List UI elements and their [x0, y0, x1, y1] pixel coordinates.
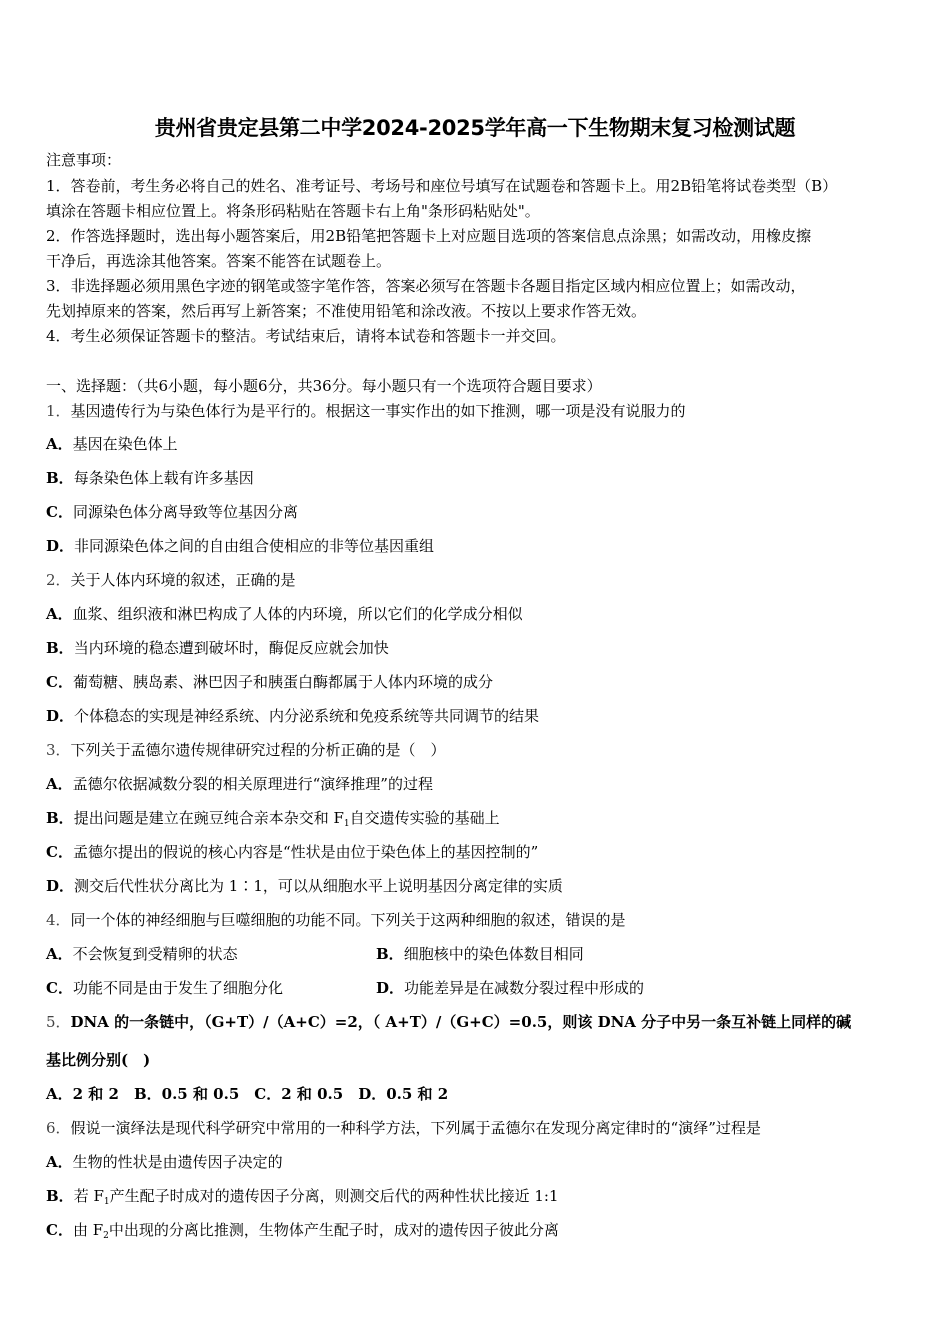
option-c — [46, 672, 493, 692]
option-text: 孟德尔依据减数分裂的相关原理进行“演绎推理”的过程 — [72, 775, 433, 793]
question-6-stem — [46, 1118, 761, 1138]
notice-line: 先划掉原来的答案，然后再写上新答案；不准使用铅笔和涂改液。不按以上要求作答无效。 — [46, 302, 647, 320]
option-text: 基因在染色体上 — [72, 435, 178, 453]
question-text: DNA 的一条链中，（G+T）/（A+C）=2，（ A+T）/（G+C）=0.5，则该 DNA 分子中另一条互补链上同样的碱 — [70, 1013, 852, 1031]
option-label: D． — [46, 877, 75, 895]
option-label: C． — [46, 979, 73, 997]
question-5-stem-cont: 基比例分别( ) — [46, 1051, 151, 1069]
question-2-stem — [46, 570, 296, 590]
option-text: 当内环境的稳态遭到破坏时，酶促反应就会加快 — [73, 639, 389, 657]
question-number: 4． — [46, 911, 71, 929]
option-a — [46, 944, 238, 964]
option-label: C． — [46, 503, 73, 521]
option-text: 细胞核中的染色体数目相同 — [403, 945, 584, 963]
option-a — [46, 604, 523, 624]
option-label: C． — [46, 673, 73, 691]
option-text: 自交遗传实验的基础上 — [349, 809, 500, 827]
option-text: 提出问题是建立在豌豆纯合亲本杂交和 F — [73, 809, 344, 827]
option-label: B． — [46, 469, 74, 487]
option-text: 葡萄糖、胰岛素、淋巴因子和胰蛋白酶都属于人体内环境的成分 — [72, 673, 493, 691]
option-d — [46, 536, 434, 556]
option-text: 不会恢复到受精卵的状态 — [72, 945, 238, 963]
option-a — [46, 1152, 283, 1172]
subscript: 2 — [103, 1231, 109, 1241]
option-label: C． — [46, 843, 73, 861]
question-3-stem — [46, 740, 446, 760]
option-text: 同源染色体分离导致等位基因分离 — [72, 503, 298, 521]
option-b — [46, 638, 389, 658]
question-text: 假说一演绎法是现代科学研究中常用的一种科学方法，下列属于孟德尔在发现分离定律时的“演绎”过程是 — [70, 1119, 761, 1137]
option-text: 非同源染色体之间的自由组合使相应的非等位基因重组 — [74, 537, 435, 555]
option-label: C． — [46, 1221, 73, 1239]
option-text: 由 F — [72, 1221, 104, 1239]
option-d — [46, 876, 563, 896]
option-b — [46, 468, 254, 488]
notice-line: 干净后，再选涂其他答案。答案不能答在试题卷上。 — [46, 252, 392, 270]
option-d — [46, 706, 539, 726]
option-text: 孟德尔提出的假说的核心内容是“性状是由位于染色体上的基因控制的” — [72, 843, 539, 861]
notice-line: 填涂在答题卡相应位置上。将条形码粘贴在答题卡右上角"条形码粘贴处"。 — [46, 202, 540, 220]
option-label: D． — [376, 979, 405, 997]
question-number: 1． — [46, 402, 71, 420]
option-label: B． — [376, 945, 404, 963]
section-heading: 一、选择题：（共6小题，每小题6分，共36分。每小题只有一个选项符合题目要求） — [46, 377, 602, 395]
option-d — [376, 978, 644, 998]
option-label: A． — [46, 945, 73, 963]
question-5-stem — [46, 1012, 851, 1032]
question-text: 下列关于孟德尔遗传规律研究过程的分析正确的是（ ） — [70, 741, 446, 759]
option-label: A． — [46, 605, 73, 623]
question-number: 5． — [46, 1013, 71, 1031]
notice-heading: 注意事项： — [46, 151, 122, 169]
option-b — [376, 944, 584, 964]
notice-line: 2．作答选择题时，选出每小题答案后，用2B铅笔把答题卡上对应题目选项的答案信息点涂黑；如需改动，用橡皮擦 — [46, 227, 812, 245]
question-number: 3． — [46, 741, 71, 759]
notice-line: 4．考生必须保证答题卡的整洁。考试结束后，请将本试卷和答题卡一并交回。 — [46, 327, 566, 345]
option-a — [46, 774, 433, 794]
option-c — [46, 1220, 559, 1246]
option-a — [46, 434, 178, 454]
option-text: 功能差异是在减数分裂过程中形成的 — [404, 979, 645, 997]
subscript: 1 — [343, 819, 350, 829]
option-label: B． — [46, 639, 74, 657]
option-text: 若 F — [73, 1187, 104, 1205]
option-label: A． — [46, 435, 73, 453]
subscript: 1 — [103, 1197, 110, 1207]
question-text: 关于人体内环境的叙述，正确的是 — [70, 571, 296, 589]
question-number: 2． — [46, 571, 71, 589]
option-label: D． — [46, 707, 75, 725]
option-label: B． — [46, 1187, 74, 1205]
option-b — [46, 808, 500, 834]
option-text: 功能不同是由于发生了细胞分化 — [72, 979, 283, 997]
notice-line: 3．非选择题必须用黑色字迹的钢笔或签字笔作答，答案必须写在答题卡各题目指定区域内相应位置上；如需改动， — [46, 277, 806, 295]
option-label: D． — [46, 537, 75, 555]
option-text: 产生配子时成对的遗传因子分离，则测交后代的两种性状比接近 1:1 — [109, 1187, 559, 1205]
question-1-stem — [46, 401, 686, 421]
notice-line: 1．答卷前，考生务必将自己的姓名、准考证号、考场号和座位号填写在试题卷和答题卡上。用2B铅笔将试卷类型（B） — [46, 177, 838, 195]
option-text: 生物的性状是由遗传因子决定的 — [72, 1153, 283, 1171]
option-label: B． — [46, 809, 74, 827]
option-text: 个体稳态的实现是神经系统、内分泌系统和免疫系统等共同调节的结果 — [74, 707, 540, 725]
option-label: A． — [46, 775, 73, 793]
option-text: 测交后代性状分离比为 1∶1，可以从细胞水平上说明基因分离定律的实质 — [74, 877, 563, 895]
option-b — [46, 1186, 559, 1212]
option-c — [46, 978, 283, 998]
question-5-options: A．2 和 2 B．0.5 和 0.5 C．2 和 0.5 D．0.5 和 2 — [46, 1085, 449, 1103]
question-4-stem — [46, 910, 626, 930]
option-text: 中出现的分离比推测，生物体产生配子时，成对的遗传因子彼此分离 — [108, 1221, 559, 1239]
option-c — [46, 842, 538, 862]
option-text: 血浆、组织液和淋巴构成了人体的内环境，所以它们的化学成分相似 — [72, 605, 523, 623]
question-number: 6． — [46, 1119, 71, 1137]
question-text: 基因遗传行为与染色体行为是平行的。根据这一事实作出的如下推测，哪一项是没有说服力的 — [70, 402, 686, 420]
page-title: 贵州省贵定县第二中学2024-2025学年高一下生物期末复习检测试题 — [154, 116, 796, 140]
option-text: 每条染色体上载有许多基因 — [73, 469, 254, 487]
option-c — [46, 502, 298, 522]
question-text: 同一个体的神经细胞与巨噬细胞的功能不同。下列关于这两种细胞的叙述，错误的是 — [70, 911, 626, 929]
option-label: A． — [46, 1153, 73, 1171]
